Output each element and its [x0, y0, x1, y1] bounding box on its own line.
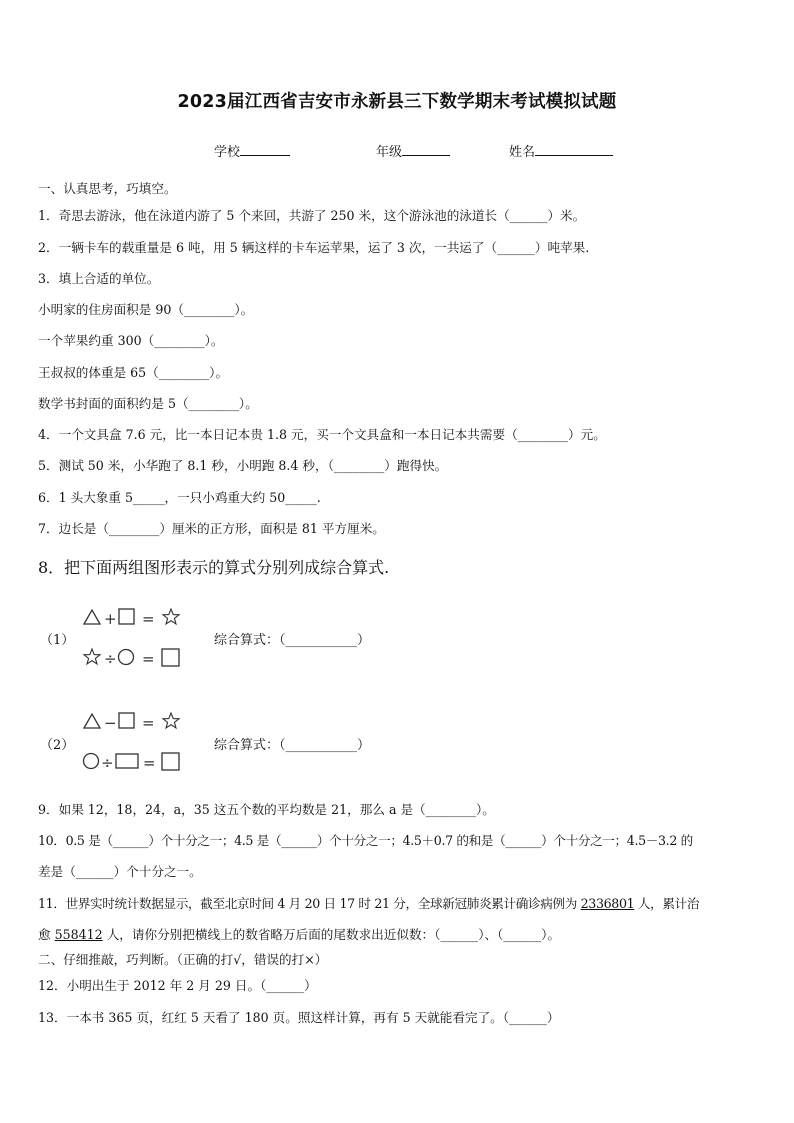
equals-operator: = [142, 610, 155, 628]
question-8: 8．把下面两组图形表示的算式分别列成综合算式. [38, 558, 390, 577]
confirmed-cases-number: 2336801 [580, 896, 635, 911]
group-2-answer[interactable]: 综合算式：（___________） [214, 738, 371, 753]
star-icon [163, 713, 179, 728]
school-label: 学校 [214, 145, 241, 160]
question-3-item-3: 王叔叔的体重是 65（________）。 [38, 365, 229, 380]
square-icon [119, 609, 134, 624]
name-blank[interactable] [535, 142, 613, 156]
circle-icon [84, 754, 99, 769]
recovered-cases-number: 558412 [54, 927, 103, 942]
question-1: 1．奇思去游泳，他在泳道内游了 5 个来回，共游了 250 米，这个游泳池的泳道长（______）米。 [38, 208, 586, 223]
question-3-item-4: 数学书封面的面积约是 5（________）。 [38, 396, 258, 411]
minus-operator: − [104, 714, 117, 732]
star-icon [84, 649, 100, 664]
question-6: 6．1 头大象重 5_____，一只小鸡重大约 50_____. [38, 490, 321, 505]
square-icon [119, 713, 134, 728]
group-2-label: （2） [40, 738, 75, 753]
section-1-heading: 一、认真思考，巧填空。 [38, 181, 177, 196]
group-2-shapes [80, 710, 190, 774]
question-3-item-2: 一个苹果约重 300（________）。 [38, 333, 224, 348]
equals-operator: = [143, 754, 156, 772]
divide-operator: ÷ [101, 754, 114, 772]
question-5: 5．测试 50 米，小华跑了 8.1 秒，小明跑 8.4 秒，（________）跑得快。 [38, 458, 448, 473]
equals-operator: = [142, 650, 155, 668]
group-1-shapes [80, 606, 190, 670]
question-2: 2．一辆卡车的载重量是 6 吨，用 5 辆这样的卡车运苹果，运了 3 次，一共运了（______）吨苹果. [38, 240, 590, 255]
question-11-line-2 [38, 927, 560, 943]
question-12: 12．小明出生于 2012 年 2 月 29 日。（______） [38, 978, 317, 993]
school-field [214, 141, 290, 160]
question-9: 9．如果 12，18，24，a，35 这五个数的平均数是 21，那么 a 是（________）。 [38, 802, 495, 817]
question-11-text-d: 人，请你分别把横线上的数省略万后面的尾数求出近似数：（______）、（______）。 [102, 927, 561, 942]
rectangle-icon [116, 754, 138, 768]
grade-label: 年级 [376, 145, 403, 160]
question-13: 13．一本书 365 页，红红 5 天看了 180 页。照这样计算，再有 5 天就能看完了。（______） [38, 1010, 560, 1025]
triangle-icon [84, 714, 100, 728]
square-icon [162, 753, 179, 770]
group-1-answer[interactable]: 综合算式：（___________） [214, 633, 371, 648]
question-3-item-1: 小明家的住房面积是 90（________）。 [38, 302, 254, 317]
question-11-text-c: 愈 [38, 927, 55, 942]
grade-blank[interactable] [402, 142, 450, 156]
question-3: 3．填上合适的单位。 [38, 271, 160, 286]
question-4: 4．一个文具盒 7.6 元，比一本日记本贵 1.8 元，买一个文具盒和一本日记本共需要（________）元。 [38, 427, 606, 442]
star-icon [163, 609, 179, 624]
triangle-icon [84, 610, 100, 624]
name-label: 姓名 [509, 145, 536, 160]
group-1-label: （1） [40, 633, 75, 648]
question-11-text-a: 11．世界实时统计数据显示，截至北京时间 4 月 20 日 17 时 21 分，全球新冠肺炎累计确诊病例为 [38, 896, 581, 911]
circle-icon [119, 650, 134, 665]
grade-field [376, 141, 450, 160]
equals-operator: = [142, 714, 155, 732]
section-2-heading: 二、仔细推敲，巧判断。（正确的打√，错误的打×） [38, 952, 328, 967]
divide-operator: ÷ [104, 650, 117, 668]
question-7: 7．边长是（________）厘米的正方形，面积是 81 平方厘米。 [38, 521, 385, 536]
school-blank[interactable] [240, 142, 290, 156]
question-10-line-1: 10．0.5 是（______）个十分之一；4.5 是（______）个十分之一；4.5＋0.7 的和是（______）个十分之一；4.5－3.2 的 [38, 833, 693, 848]
question-11-text-b: 人，累计治 [634, 896, 700, 911]
square-icon [162, 649, 179, 666]
plus-operator: + [104, 610, 117, 628]
page-title: 2023届江西省吉安市永新县三下数学期末考试模拟试题 [177, 92, 617, 112]
name-field [509, 141, 613, 160]
question-11-line-1 [38, 896, 699, 912]
question-10-line-2: 差是（______）个十分之一。 [38, 864, 202, 879]
